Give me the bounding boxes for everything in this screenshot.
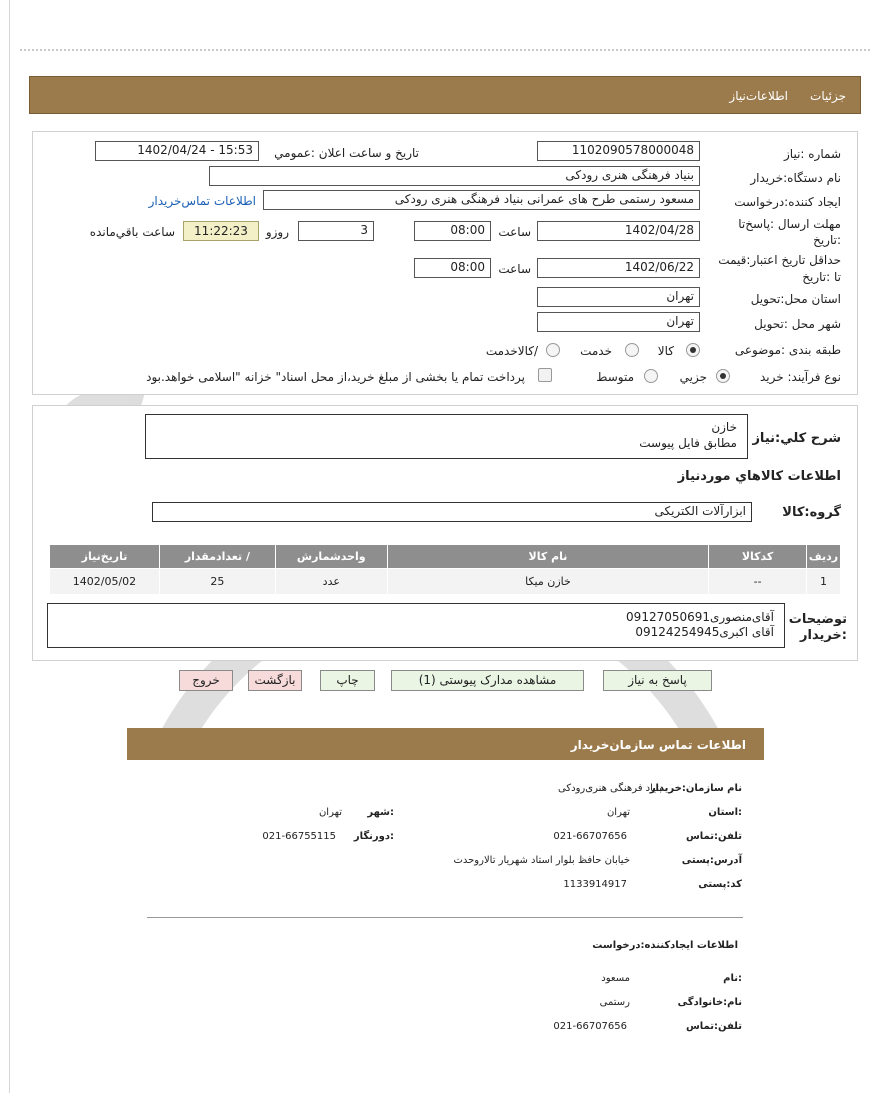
col-code: کدکالا (709, 545, 807, 569)
buyer-notes-label-2: :خریدار (800, 628, 847, 643)
category-service-label: خدمت (580, 344, 612, 358)
deadline-time-label: ساعت (498, 225, 531, 239)
page-frame-line (9, 0, 10, 1093)
buyer-notes-line-1: آقای‌منصوری09127050691 (626, 610, 774, 624)
days-field: 3 (298, 221, 374, 241)
goods-group-field: ابزارآلات الکتریکی (152, 502, 752, 522)
need-number-label: شماره :نیاز (784, 147, 841, 161)
category-goods-label: کالا (657, 344, 674, 358)
creator-phone-value: 021-66707656 (553, 1021, 627, 1032)
top-divider (20, 49, 870, 51)
contact-address-value: خیابان حافظ بلوار استاد شهریار تالاروحدت (453, 855, 630, 866)
process-minor-radio[interactable] (716, 369, 730, 383)
treasury-payment-checkbox[interactable] (538, 368, 552, 382)
cell-need-date: 1402/05/02 (50, 569, 160, 595)
process-medium-radio[interactable] (644, 369, 658, 383)
need-number-field: 1102090578000048 (537, 141, 700, 161)
summary-box (145, 414, 748, 459)
creator-family-label: نام:خانوادگی (677, 997, 742, 1008)
buyer-label: نام دستگاه:خریدار (750, 171, 841, 185)
days-label: روزو (265, 225, 289, 239)
process-medium-label: متوسط (596, 370, 634, 384)
remaining-timer: 11:22:23 (183, 221, 259, 241)
creator-label: ایجاد کننده:درخواست (734, 195, 841, 209)
category-service-radio[interactable] (625, 343, 639, 357)
city-label: شهر محل :تحویل (754, 317, 841, 331)
creator-name-label: :نام (723, 973, 742, 984)
goods-table (49, 544, 841, 595)
cell-quantity: 25 (159, 569, 275, 595)
org-value: بنیاد فرهنگی هنری‌رودکی (558, 783, 662, 794)
col-quantity: / تعدادمقدار (159, 545, 275, 569)
process-minor-label: جزیي (679, 370, 707, 384)
buyer-field: بنیاد فرهنگی هنری رودکی (209, 166, 700, 186)
cell-row: 1 (807, 569, 841, 595)
contact-postal-label: کد:پستی (698, 879, 742, 890)
col-need-date: تاریخ‌نیاز (50, 545, 160, 569)
goods-table-header (50, 545, 841, 569)
buyer-notes-box (47, 603, 785, 648)
col-unit: واحدشمارش (275, 545, 387, 569)
province-label: استان محل:تحویل (750, 292, 841, 306)
price-validity-label-2: تا :تاریخ (802, 270, 841, 284)
org-label: نام سازمان:خریدار (649, 783, 742, 794)
buyer-notes-label: توضیحات (788, 612, 847, 627)
price-time-field: 08:00 (414, 258, 491, 278)
deadline-date-field: 1402/04/28 (537, 221, 700, 241)
cell-name: خازن میکا (387, 569, 708, 595)
exit-button[interactable]: خروج (179, 670, 233, 691)
creator-info-title: اطلاعات ایجادکننده:درخواست (592, 940, 738, 951)
creator-name-value: مسعود (601, 973, 630, 984)
contact-province-value: تهران (606, 807, 630, 818)
view-documents-button[interactable]: مشاهده مدارک پیوستی (1) (391, 670, 584, 691)
col-row: ردیف (807, 545, 841, 569)
contact-title: اطلاعات تماس سازمان‌خریدار (570, 738, 746, 752)
contact-fax-label: :دورنگار (353, 831, 394, 842)
summary-line-2: مطابق فایل پیوست (639, 436, 737, 450)
buyer-notes-line-2: آقای اکبری09124254945 (635, 625, 774, 639)
contact-header (127, 728, 764, 760)
creator-phone-label: تلفن:تماس (685, 1021, 742, 1032)
contact-address-label: آدرس:پستی (681, 855, 742, 866)
tab-need-info[interactable]: اطلاعات‌نیاز (729, 89, 788, 103)
city-field: تهران (537, 312, 700, 332)
category-goods-service-radio[interactable] (546, 343, 560, 357)
contact-postal-value: 1133914917 (563, 879, 627, 890)
contact-city-value: تهران (318, 807, 342, 818)
price-time-label: ساعت (498, 262, 531, 276)
deadline-label: مهلت ارسال :پاسخ‌تا (738, 217, 841, 231)
contact-phone-label: تلفن:تماس (685, 831, 742, 842)
province-field: تهران (537, 287, 700, 307)
contact-phone-value: 021-66707656 (553, 831, 627, 842)
announce-date-field: 1402/04/24 - 15:53 (95, 141, 259, 161)
buyer-contact-link[interactable]: اطلاعات تماس‌خریدار (148, 194, 256, 208)
col-name: نام کالا (387, 545, 708, 569)
creator-family-value: رستمی (599, 997, 630, 1008)
contact-fax-value: 021-66755115 (262, 831, 336, 842)
contact-province-label: :استان (708, 807, 742, 818)
creator-field: مسعود رستمی طرح های عمرانی بنیاد فرهنگی هنری رودکی (263, 190, 700, 210)
summary-line-1: خازن (711, 420, 737, 434)
tab-details[interactable]: جزئیات (810, 89, 846, 103)
price-date-field: 1402/06/22 (537, 258, 700, 278)
category-goods-radio[interactable] (686, 343, 700, 357)
treasury-payment-note: پرداخت تمام یا بخشی از مبلغ خرید،از محل اسناد" خزانه "اسلامی خواهد.بود (146, 370, 525, 384)
table-row (50, 569, 841, 595)
contact-city-label: :شهر (367, 807, 394, 818)
remaining-label: ساعت باقي‌مانده (89, 225, 175, 239)
deadline-label-2: :تاریخ (813, 233, 841, 247)
process-label: نوع فرآیند: خرید (760, 370, 841, 384)
cell-unit: عدد (275, 569, 387, 595)
deadline-time-field: 08:00 (414, 221, 491, 241)
back-button[interactable]: بازگشت (248, 670, 302, 691)
goods-group-label: گروه:کالا (782, 505, 841, 520)
price-validity-label: حداقل تاریخ اعتبار:قیمت (718, 253, 841, 267)
category-goods-service-label: /کالاخدمت (485, 344, 538, 358)
category-label: طبقه بندی :موضوعی (734, 343, 841, 357)
cell-code: -- (709, 569, 807, 595)
reply-button[interactable]: پاسخ به نیاز (603, 670, 712, 691)
summary-label: شرح کلي:نیاز (752, 431, 841, 446)
header-bar (29, 76, 861, 114)
print-button[interactable]: چاپ (320, 670, 375, 691)
announce-label: تاریخ و ساعت اعلان :عمومي (274, 146, 419, 160)
contact-divider (147, 917, 743, 918)
goods-title: اطلاعات کالاهاي موردنیاز (677, 469, 841, 484)
